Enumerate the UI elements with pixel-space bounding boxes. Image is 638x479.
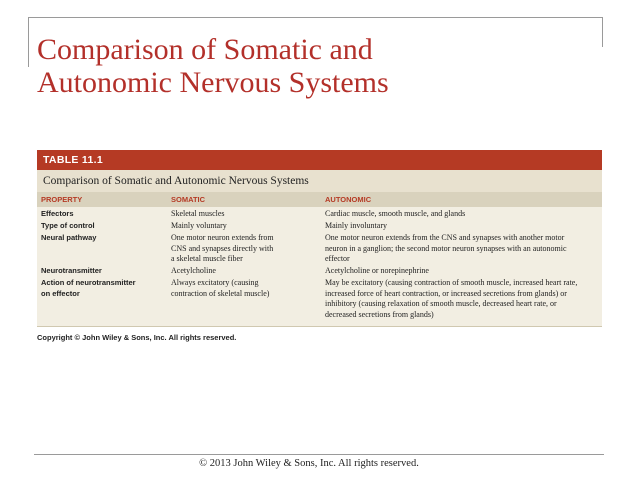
- cell-somatic: [167, 266, 321, 277]
- cell-text: Acetylcholine or norepinephrine: [325, 266, 429, 275]
- table-row: [37, 221, 602, 232]
- cell-somatic: [167, 221, 321, 232]
- column-header-autonomic: AUTONOMIC: [325, 195, 372, 204]
- cell-property: [37, 221, 167, 232]
- cell-text: Neurotransmitter: [41, 266, 102, 275]
- cell-somatic: [167, 278, 321, 320]
- table-row: [37, 233, 602, 265]
- cell-text: decreased secretions from glands): [325, 309, 434, 319]
- cell-text: Always excitatory (causing: [171, 278, 259, 287]
- cell-somatic: [167, 209, 321, 220]
- comparison-table: [37, 150, 602, 342]
- cell-text: Mainly voluntary: [171, 221, 227, 230]
- table-body: [37, 207, 602, 327]
- cell-text: Neural pathway: [41, 233, 97, 242]
- slide-title: [37, 33, 597, 99]
- cell-text: One motor neuron extends from the CNS and synapses with another motor: [325, 233, 565, 242]
- column-header-somatic: SOMATIC: [171, 195, 206, 204]
- cell-text: effector: [325, 254, 350, 263]
- cell-property: [37, 209, 167, 220]
- table-row: [37, 266, 602, 277]
- table-copyright: Copyright © John Wiley & Sons, Inc. All rights reserved.: [37, 332, 237, 342]
- cell-text: Action of neurotransmitter: [41, 278, 136, 287]
- slide-title-line: Autonomic Nervous Systems: [37, 66, 389, 99]
- cell-text: a skeletal muscle fiber: [171, 254, 243, 263]
- slide-frame-top: [28, 17, 603, 18]
- cell-text: contraction of skeletal muscle): [171, 288, 270, 298]
- cell-autonomic: [321, 266, 602, 277]
- cell-text: CNS and synapses directly with: [171, 243, 274, 253]
- cell-property: [37, 278, 167, 320]
- cell-autonomic: [321, 209, 602, 220]
- cell-autonomic: [321, 278, 602, 320]
- slide-title-line: Comparison of Somatic and: [37, 33, 373, 66]
- cell-text: neuron in a ganglion; the second motor neuron synapses with an autonomic: [325, 243, 567, 253]
- slide-frame-bottom: [34, 454, 604, 455]
- cell-text: increased force of heart contraction, or increased secretions from glands) or: [325, 288, 567, 298]
- cell-text: on effector: [41, 288, 80, 298]
- table-row: [37, 209, 602, 220]
- cell-property: [37, 266, 167, 277]
- cell-text: Effectors: [41, 209, 74, 218]
- cell-text: May be excitatory (causing contraction of smooth muscle, increased heart rate,: [325, 278, 578, 287]
- slide-frame-left: [28, 17, 29, 67]
- table-label: TABLE 11.1: [37, 150, 602, 170]
- cell-text: Cardiac muscle, smooth muscle, and glands: [325, 209, 466, 218]
- cell-text: Skeletal muscles: [171, 209, 225, 218]
- cell-text: inhibitory (causing relaxation of smooth muscle, decreased heart rate, or: [325, 299, 557, 308]
- footer-copyright: © 2013 John Wiley & Sons, Inc. All rights reserved.: [199, 458, 419, 469]
- cell-autonomic: [321, 221, 602, 232]
- column-header-property: PROPERTY: [41, 195, 83, 204]
- table-column-headers: [37, 192, 602, 207]
- cell-text: Mainly involuntary: [325, 221, 387, 230]
- cell-text: Acetylcholine: [171, 266, 216, 275]
- cell-property: [37, 233, 167, 265]
- slide-frame-right: [602, 17, 603, 47]
- cell-text: Type of control: [41, 221, 95, 230]
- slide-footer: [0, 458, 638, 469]
- table-row: [37, 278, 602, 320]
- table-caption: Comparison of Somatic and Autonomic Nervous Systems: [37, 170, 602, 192]
- cell-autonomic: [321, 233, 602, 265]
- cell-somatic: [167, 233, 321, 265]
- cell-text: One motor neuron extends from: [171, 233, 274, 242]
